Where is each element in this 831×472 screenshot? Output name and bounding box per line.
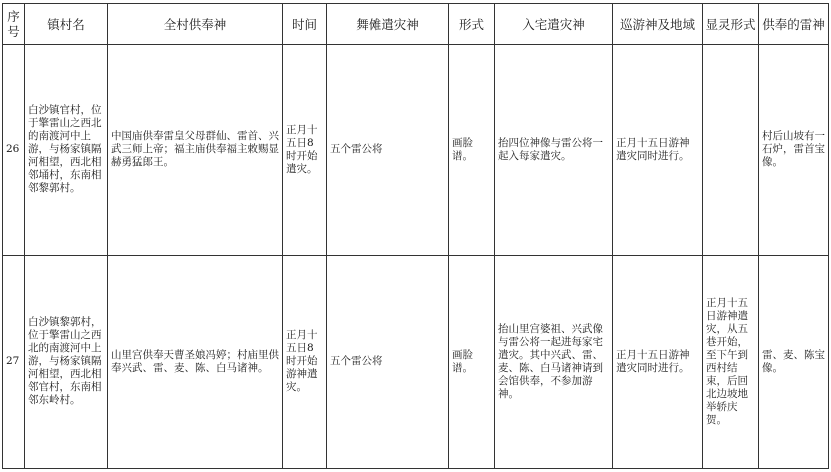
header-manifest: 显灵形式 bbox=[703, 4, 759, 45]
deities-cell: 中国庙供奉雷皇父母群仙、雷首、兴武三师上帝；福主庙供奉福主敕赐显赫勇猛郎王。 bbox=[108, 45, 283, 256]
manifest-cell: 正月十五日游神遣灾，从五巷开始，至下午到西村结束，后回北边坡地举轿庆贺。 bbox=[703, 255, 759, 468]
thunder-cell: 村后山坡有一石炉，雷首宝像。 bbox=[759, 45, 829, 256]
header-nuo: 舞傩遣灾神 bbox=[327, 4, 449, 45]
thunder-cell: 雷、麦、陈宝像。 bbox=[759, 255, 829, 468]
manifest-cell bbox=[703, 45, 759, 256]
row-index: 26 bbox=[3, 45, 25, 256]
header-time: 时间 bbox=[283, 4, 327, 45]
parade-cell: 正月十五日游神遣灾同时进行。 bbox=[613, 255, 703, 468]
header-index: 序号 bbox=[3, 4, 25, 45]
header-thunder: 供奉的雷神 bbox=[759, 4, 829, 45]
nuo-cell: 五个雷公将 bbox=[327, 45, 449, 256]
parade-cell: 正月十五日游神遣灾同时进行。 bbox=[613, 45, 703, 256]
header-row bbox=[3, 4, 829, 45]
house-cell: 抬四位神像与雷公将一起入每家遣灾。 bbox=[495, 45, 613, 256]
form-cell: 画脸谱。 bbox=[449, 255, 495, 468]
form-cell: 画脸谱。 bbox=[449, 45, 495, 256]
header-form: 形式 bbox=[449, 4, 495, 45]
header-village: 镇村名 bbox=[25, 4, 108, 45]
ritual-table bbox=[2, 3, 829, 469]
row-index: 27 bbox=[3, 255, 25, 468]
header-deities: 全村供奉神 bbox=[108, 4, 283, 45]
table-row bbox=[3, 45, 829, 256]
village-cell: 白沙镇官村，位于擎雷山之西北的南渡河中上游，与杨家镇隔河相望，西北相邻埇村，东南相邻黎郭村。 bbox=[25, 45, 108, 256]
nuo-cell: 五个雷公将 bbox=[327, 255, 449, 468]
header-house: 入宅遣灾神 bbox=[495, 4, 613, 45]
deities-cell: 山里宫供奉天曹圣娘冯婷；村庙里供奉兴武、雷、麦、陈、白马诸神。 bbox=[108, 255, 283, 468]
time-cell: 正月十五日8时开始游神遣灾。 bbox=[283, 255, 327, 468]
house-cell: 抬山里宫婆祖、兴武像与雷公将一起进每家宅遣灾。其中兴武、雷、麦、陈、白马诸神请到会馆供奉，不参加游神。 bbox=[495, 255, 613, 468]
header-parade: 巡游神及地域 bbox=[613, 4, 703, 45]
table-row bbox=[3, 255, 829, 468]
village-cell: 白沙镇黎郭村，位于擎雷山之西北的南渡河中上游，与杨家镇隔河相望，西北相邻官村，东南相邻东岭村。 bbox=[25, 255, 108, 468]
time-cell: 正月十五日8时开始遣灾。 bbox=[283, 45, 327, 256]
